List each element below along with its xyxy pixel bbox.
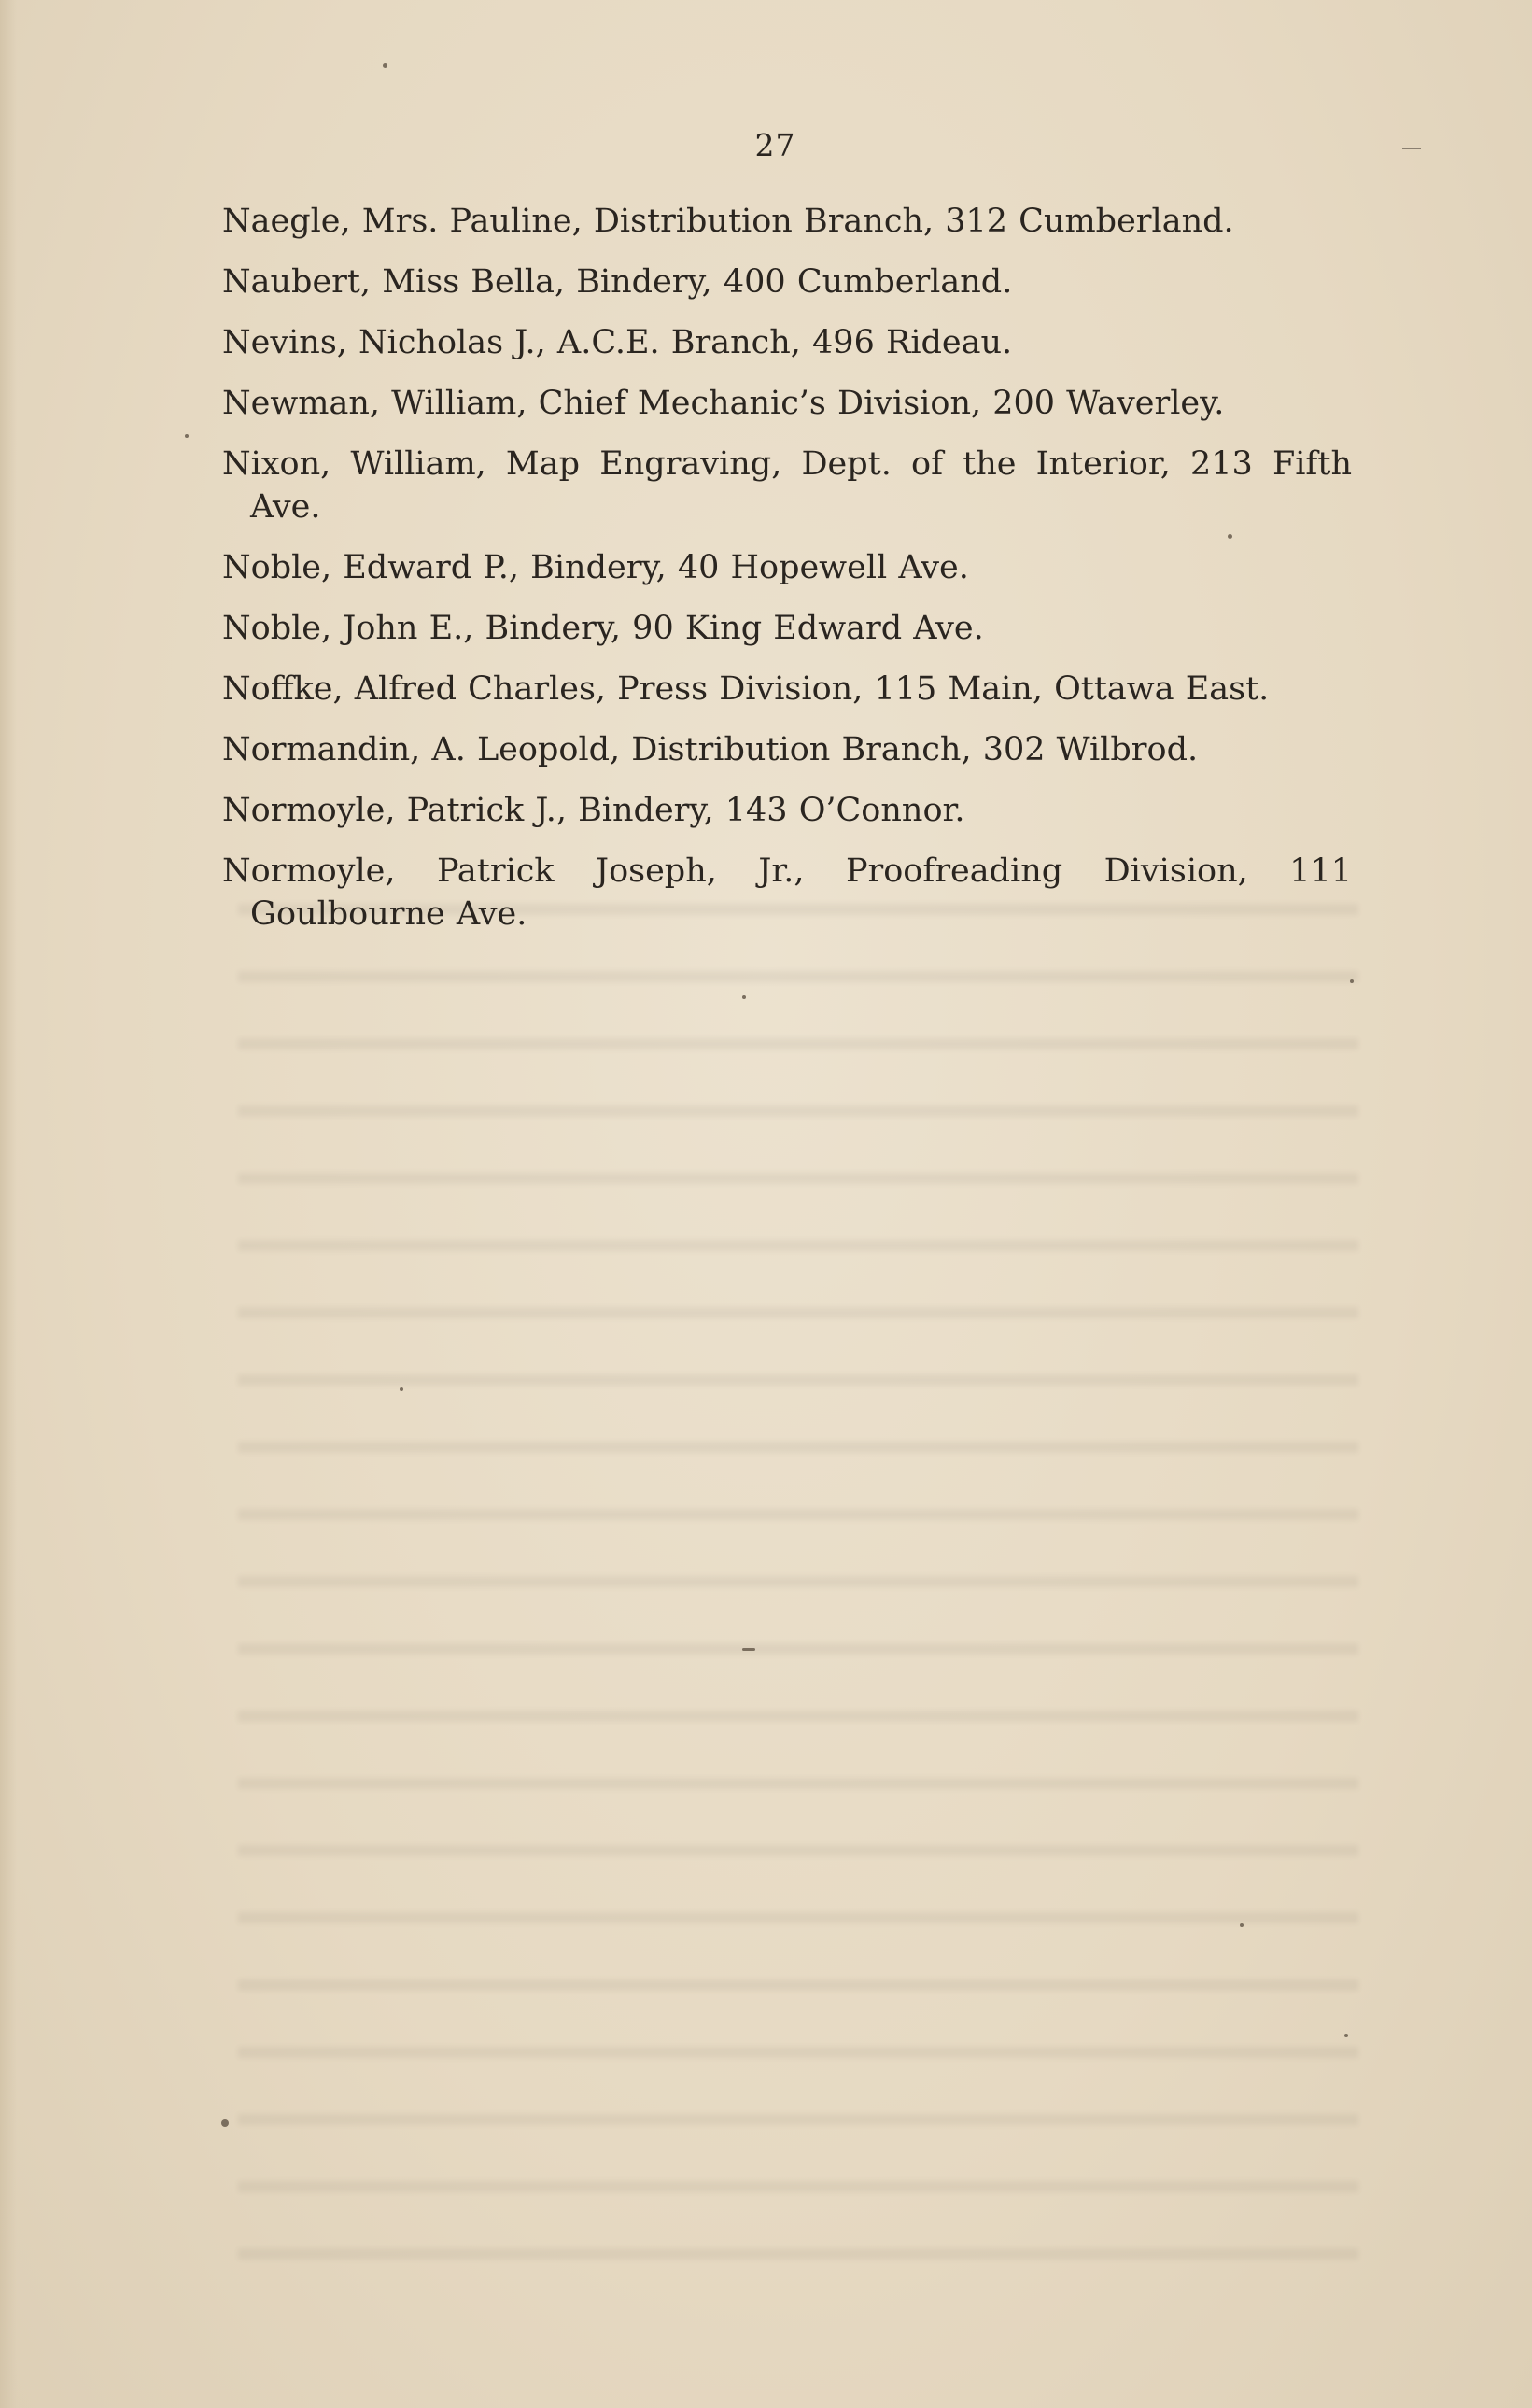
- directory-entry: Noble, John E., Bindery, 90 King Edward Ave.: [222, 610, 984, 647]
- directory-entry: Nevins, Nicholas J., A.C.E. Branch, 496 Rideau.: [222, 324, 1013, 361]
- paper-speck: [1228, 534, 1232, 539]
- margin-mark: [1402, 148, 1421, 149]
- page-edge-shadow: [0, 0, 17, 2408]
- paper-speck: [185, 434, 189, 438]
- paper-speck: [383, 63, 387, 68]
- directory-entry: Naegle, Mrs. Pauline, Distribution Branch, 312 Cumberland.: [222, 203, 1234, 240]
- directory-entry: Nixon, William, Map Engraving, Dept. of the Interior, 213 Fifth Ave.: [222, 445, 1352, 526]
- page-number: 27: [754, 127, 796, 163]
- directory-entry: Newman, William, Chief Mechanic’s Division, 200 Waverley.: [222, 385, 1225, 422]
- directory-entry: Normoyle, Patrick J., Bindery, 143 O’Connor.: [222, 792, 965, 829]
- directory-entry: Naubert, Miss Bella, Bindery, 400 Cumberland.: [222, 263, 1013, 301]
- directory-list: [222, 200, 1352, 953]
- paper-speck: [221, 2119, 229, 2127]
- directory-entry: Noffke, Alfred Charles, Press Division, 115 Main, Ottawa East.: [222, 670, 1270, 708]
- paper-speck: [1344, 2034, 1348, 2037]
- paper-speck: [1240, 1923, 1244, 1927]
- show-through-text: [238, 878, 1358, 2278]
- directory-entry: Normandin, A. Leopold, Distribution Branch, 302 Wilbrod.: [222, 731, 1199, 768]
- directory-entry: Noble, Edward P., Bindery, 40 Hopewell Ave.: [222, 549, 969, 586]
- paper-speck: [742, 1648, 755, 1651]
- paper-speck: [742, 995, 746, 999]
- paper-speck: [1350, 979, 1354, 983]
- directory-entry: Normoyle, Patrick Joseph, Jr., Proofreading Division, 111 Goulbourne Ave.: [222, 852, 1352, 933]
- paper-speck: [400, 1387, 403, 1391]
